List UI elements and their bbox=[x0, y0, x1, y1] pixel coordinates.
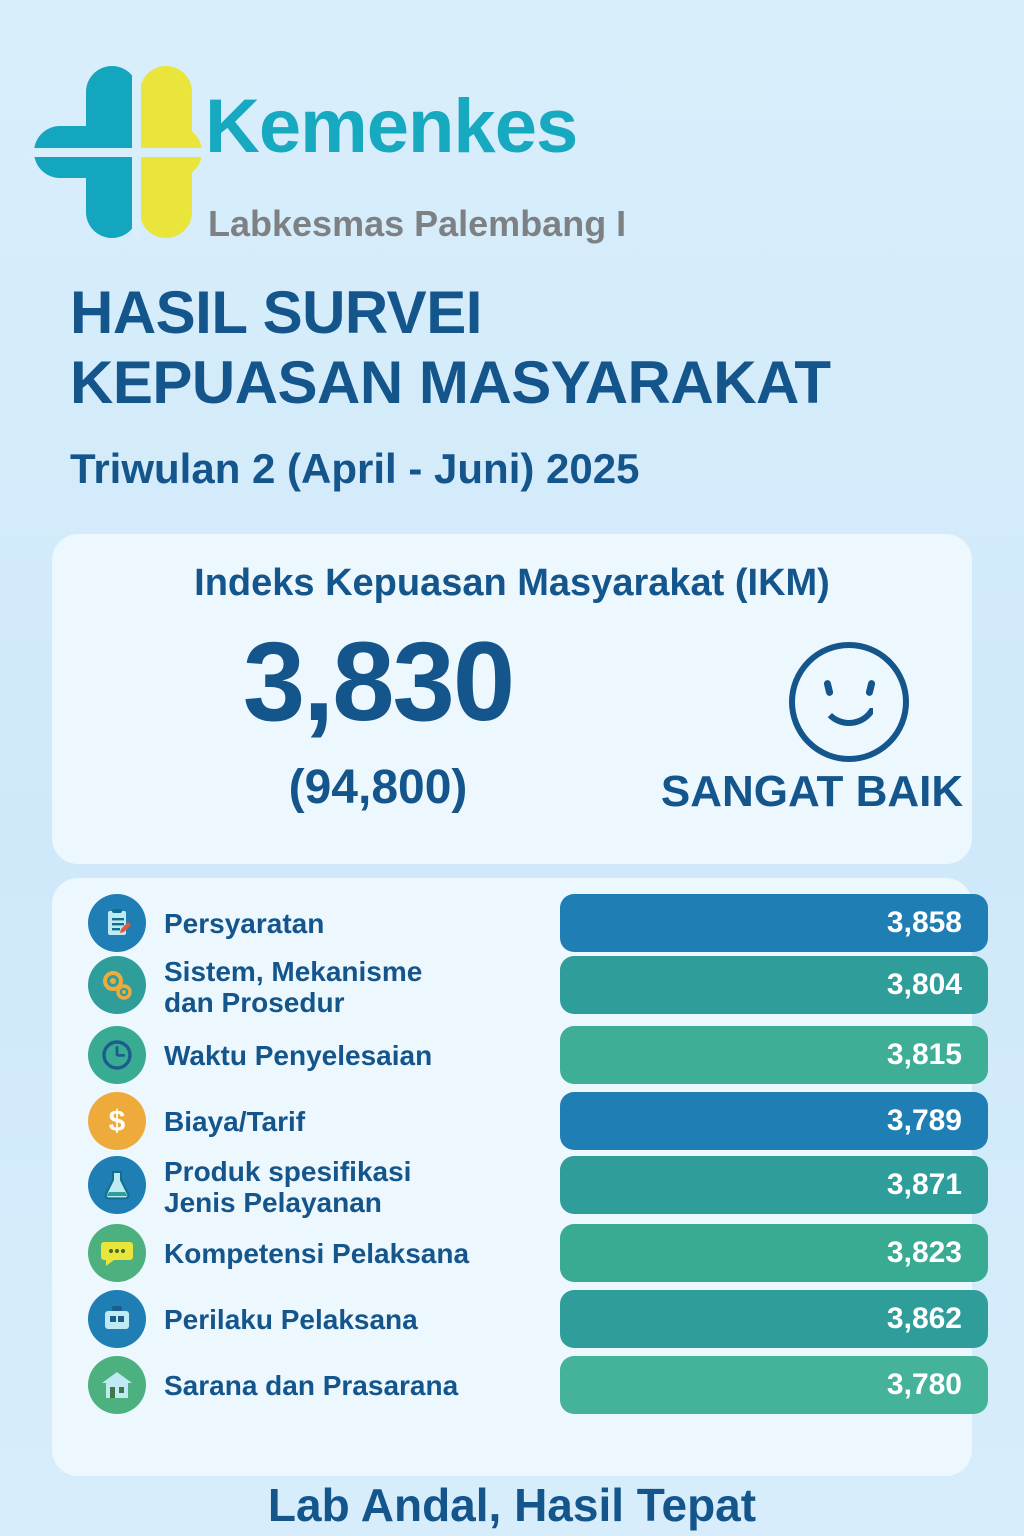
chart-row-label-line1: Perilaku Pelaksana bbox=[164, 1304, 418, 1335]
chart-row-label-line1: Biaya/Tarif bbox=[164, 1106, 306, 1137]
chart-bar-value: 3,871 bbox=[886, 1168, 962, 1201]
chart-bar bbox=[560, 1356, 988, 1414]
chart-row-label-line2: dan Prosedur bbox=[164, 987, 345, 1019]
chart-bar-value: 3,789 bbox=[886, 1104, 962, 1137]
chart-row-label-line1: Kompetensi Pelaksana bbox=[164, 1238, 470, 1269]
chart-row-label bbox=[164, 1156, 584, 1219]
chart-row-label-line1: Sarana dan Prasarana bbox=[164, 1370, 459, 1401]
chart-bar bbox=[560, 1224, 988, 1282]
chart-row-label bbox=[164, 956, 584, 1019]
brand-header bbox=[0, 34, 1024, 244]
speech-bubble-icon bbox=[88, 1224, 146, 1282]
chart-bar bbox=[560, 894, 988, 952]
gears-icon bbox=[88, 956, 146, 1014]
chart-row-label bbox=[164, 1370, 584, 1401]
chart-row-label bbox=[164, 908, 584, 939]
ikm-summary-card bbox=[52, 534, 972, 864]
service-elements-chart bbox=[52, 878, 972, 1476]
chart-row-label-line2: Jenis Pelayanan bbox=[164, 1187, 382, 1219]
page-subtitle: Triwulan 2 (April - Juni) 2025 bbox=[70, 445, 640, 492]
dollar-coin-icon bbox=[88, 1092, 146, 1150]
chart-bar-value: 3,815 bbox=[886, 1038, 962, 1071]
clipboard-pencil-icon bbox=[88, 894, 146, 952]
chart-row-label bbox=[164, 1106, 584, 1137]
chart-row bbox=[52, 1090, 972, 1156]
page-title bbox=[70, 278, 1024, 417]
handshake-badge-icon bbox=[88, 1290, 146, 1348]
svg-text:$: $ bbox=[108, 1105, 126, 1138]
footer-tagline: Lab Andal, Hasil Tepat bbox=[267, 1479, 757, 1531]
chart-row bbox=[52, 1354, 972, 1420]
brand-unit: Labkesmas Palembang I bbox=[208, 203, 627, 244]
chart-bar bbox=[560, 1026, 988, 1084]
chart-bar bbox=[560, 1092, 988, 1150]
ikm-score-scale100: (94,800) bbox=[288, 761, 468, 814]
chart-row-label-line1: Persyaratan bbox=[164, 908, 325, 939]
kemenkes-flower-logo-icon bbox=[28, 64, 198, 234]
chart-row-label bbox=[164, 1304, 584, 1335]
page-title-line1: HASIL SURVEI bbox=[70, 279, 482, 346]
chart-bar-value: 3,862 bbox=[886, 1302, 962, 1335]
chart-bar-value: 3,858 bbox=[886, 906, 962, 939]
brand-name: Kemenkes bbox=[205, 84, 578, 169]
chart-row bbox=[52, 1288, 972, 1354]
chart-row-label bbox=[164, 1040, 584, 1071]
chart-row bbox=[52, 1154, 972, 1220]
chart-row-label bbox=[164, 1238, 584, 1269]
chart-row bbox=[52, 1222, 972, 1288]
ikm-score: 3,830 bbox=[242, 619, 514, 744]
ikm-label: Indeks Kepuasan Masyarakat (IKM) bbox=[194, 562, 830, 604]
chart-row bbox=[52, 954, 972, 1020]
chart-row-label-line1: Waktu Penyelesaian bbox=[164, 1040, 433, 1071]
clock-icon bbox=[88, 1026, 146, 1084]
chart-bar-value: 3,823 bbox=[886, 1236, 962, 1269]
smiley-face-icon bbox=[789, 642, 909, 762]
chart-bar bbox=[560, 1156, 988, 1214]
chart-bar-value: 3,804 bbox=[886, 968, 962, 1001]
chart-row-label-line1: Sistem, Mekanisme bbox=[164, 956, 423, 987]
chart-row bbox=[52, 892, 972, 958]
building-icon bbox=[88, 1356, 146, 1414]
chart-bar-value: 3,780 bbox=[886, 1368, 962, 1401]
chart-row bbox=[52, 1024, 972, 1090]
chart-bar bbox=[560, 1290, 988, 1348]
chart-row-label-line1: Produk spesifikasi bbox=[164, 1156, 412, 1187]
flask-icon bbox=[88, 1156, 146, 1214]
page-title-line2: KEPUASAN MASYARAKAT bbox=[70, 348, 831, 416]
chart-bar bbox=[560, 956, 988, 1014]
ikm-verdict-badge: SANGAT BAIK bbox=[660, 767, 964, 816]
